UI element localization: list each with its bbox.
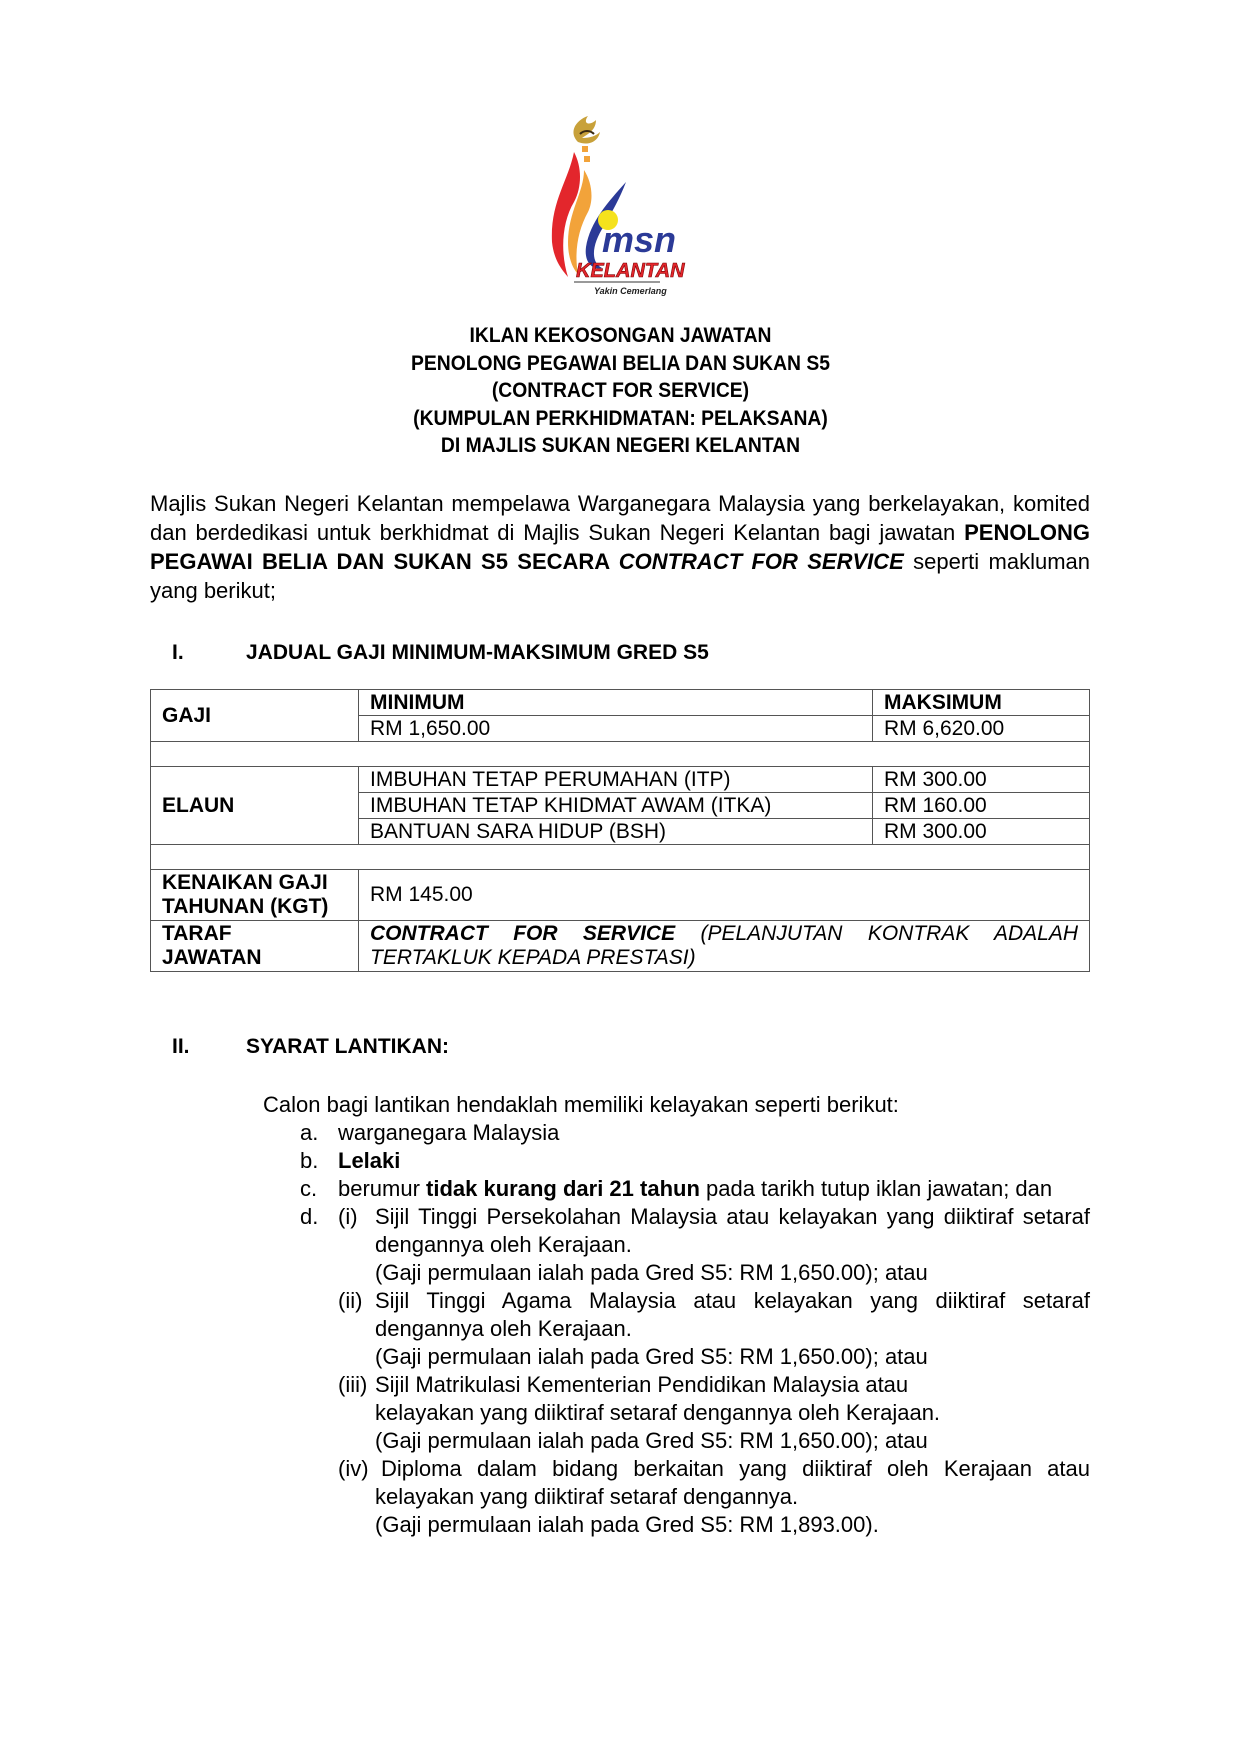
sub-label: (iv) [338,1456,369,1481]
elaun-label: ELAUN [151,767,359,845]
title-line-4: (KUMPULAN PERKHIDMATAN: PELAKSANA) [413,406,828,430]
allowance-name: IMBUHAN TETAP KHIDMAT AWAM (ITKA) [359,793,873,819]
sub-line-2: kelayakan yang diiktiraf setaraf dengannya oleh Kerajaan. [375,1400,941,1425]
taraf-label [151,921,359,972]
logo-state-text: KELANTAN [576,260,685,282]
title-line-5: DI MAJLIS SUKAN NEGERI KELANTAN [440,434,801,457]
sub-line-2: dengannya oleh Kerajaan. [375,1232,632,1257]
item-text-bold: tidak kurang dari 21 tahun [426,1176,700,1201]
logo-tagline: Yakin Cemerlang [594,286,667,296]
minimum-value: RM 1,650.00 [359,716,873,742]
item-label: a. [300,1120,319,1145]
title-line-1: IKLAN KEKOSONGAN JAWATAN [469,324,772,347]
section-1-number: I. [172,641,184,664]
sub-line-3: (Gaji permulaan ialah pada Gred S5: RM 1,650.00); atau [375,1428,928,1453]
allowance-value: RM 300.00 [873,819,1090,845]
sub-line-2: dengannya oleh Kerajaan. [375,1316,632,1341]
taraf-note: (PELANJUTAN KONTRAK ADALAH TERTAKLUK KEPADA PRESTASI) [370,922,1078,969]
maximum-header: MAKSIMUM [873,690,1090,716]
sub-label: (i) [338,1204,358,1229]
table-row-taraf [151,921,1090,972]
sub-line-1: Sijil Matrikulasi Kementerian Pendidikan Malaysia atau [375,1372,909,1397]
requirements-lead-text: Calon bagi lantikan hendaklah memiliki kelayakan seperti berikut: [263,1092,899,1117]
sub-label: (iii) [338,1372,368,1397]
sub-line-3: (Gaji permulaan ialah pada Gred S5: RM 1,650.00); atau [375,1344,928,1369]
sub-line-1: Sijil Tinggi Agama Malaysia atau kelayakan yang diiktiraf setaraf [375,1288,1090,1313]
logo-graphic [538,112,698,307]
sub-line-2: kelayakan yang diiktiraf setaraf dengannya. [375,1484,799,1509]
spacer-cell [151,742,1090,767]
kgt-label-line2: TAHUNAN (KGT) [162,895,329,918]
title-line-2: PENOLONG PEGAWAI BELIA DAN SUKAN S5 [410,351,831,375]
logo-msn-text: msn [602,219,677,260]
sub-line-3: (Gaji permulaan ialah pada Gred S5: RM 1,650.00); atau [375,1260,928,1285]
intro-text-1: Majlis Sukan Negeri Kelantan mempelawa Warganegara Malaysia yang berkelayakan, komited dan berdedikasi untuk berkhidmat di Majlis Sukan Negeri Kelantan bagi jawatan [150,491,1090,545]
kgt-label [151,870,359,921]
table-row-gaji-header [151,690,1090,716]
intro-bold-italic-contract: CONTRACT FOR SERVICE [618,549,904,574]
allowance-name: IMBUHAN TETAP PERUMAHAN (ITP) [359,767,873,793]
item-text: Lelaki [338,1148,401,1173]
sub-label: (ii) [338,1288,363,1313]
intro-paragraph [150,489,1090,605]
taraf-contract: CONTRACT FOR SERVICE [370,922,676,945]
intro-bold-position: PENOLONG PEGAWAI BELIA DAN SUKAN S5 SECARA [150,520,1090,574]
kgt-value: RM 145.00 [359,870,1090,921]
taraf-value [359,921,1090,972]
salary-table [150,689,1090,972]
item-text [338,1174,1090,1203]
sub-line-1: Sijil Tinggi Persekolahan Malaysia atau kelayakan yang diiktiraf setaraf [375,1204,1090,1229]
table-row-elaun-1 [151,767,1090,793]
kgt-label-line1: KENAIKAN GAJI [162,871,328,894]
minimum-header: MINIMUM [359,690,873,716]
sub-line-3: (Gaji permulaan ialah pada Gred S5: RM 1,893.00). [375,1512,879,1537]
item-text-pre: berumur [338,1176,427,1201]
item-text-post: pada tarikh tutup iklan jawatan; dan [699,1176,1053,1201]
intro-text-2: seperti makluman yang berikut; [150,549,1090,603]
section-1-title: JADUAL GAJI MINIMUM-MAKSIMUM GRED S5 [246,641,709,664]
maximum-value: RM 6,620.00 [873,716,1090,742]
table-row-spacer [151,742,1090,767]
torch-flame-icon [573,116,600,162]
section-2-number: II. [172,1035,190,1058]
msn-kelantan-logo [538,112,698,307]
document-title-block [50,322,1192,460]
gaji-label: GAJI [151,690,359,742]
table-row-kgt [151,870,1090,921]
item-label: b. [300,1148,319,1173]
title-line-3: (CONTRACT FOR SERVICE) [491,379,750,402]
item-label: c. [300,1176,318,1201]
spacer-cell [151,845,1090,870]
allowance-name: BANTUAN SARA HIDUP (BSH) [359,819,873,845]
allowance-value: RM 160.00 [873,793,1090,819]
item-label: d. [300,1204,319,1229]
taraf-label-line2: JAWATAN [162,946,262,969]
taraf-label-line1: TARAF [162,922,232,945]
section-2-title: SYARAT LANTIKAN: [246,1035,449,1058]
allowance-value: RM 300.00 [873,767,1090,793]
item-text: warganegara Malaysia [338,1120,560,1145]
sub-line-1: Diploma dalam bidang berkaitan yang diiktiraf oleh Kerajaan atau [381,1456,1090,1481]
table-row-spacer [151,845,1090,870]
